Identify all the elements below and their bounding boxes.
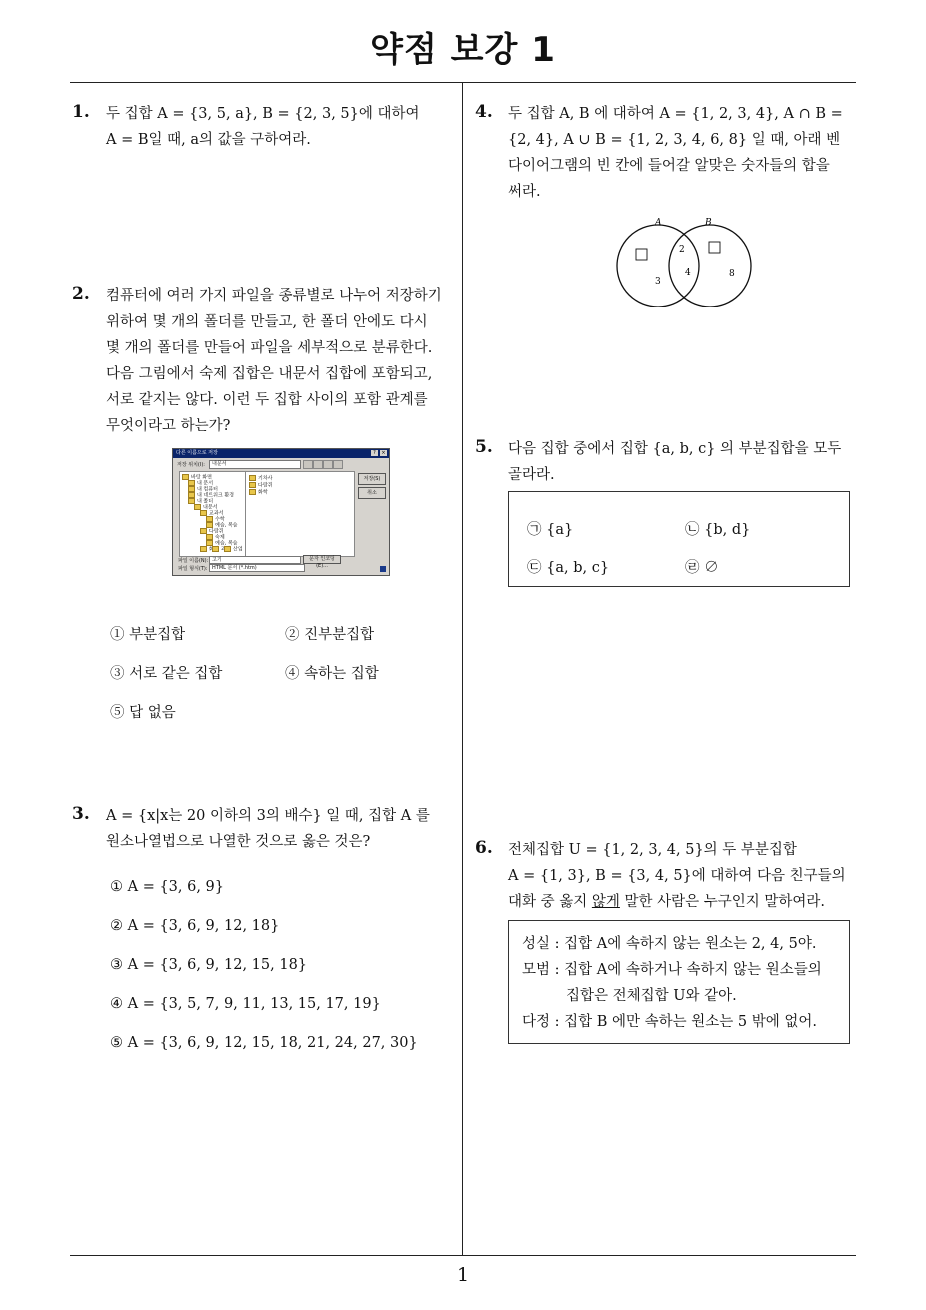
q5-number: 5. xyxy=(475,437,493,457)
q4-line: 두 집합 A, B 에 대하여 A = {1, 2, 3, 4}, A ∩ B = xyxy=(508,106,843,122)
tree-item: 내 네트워크 환경 xyxy=(188,492,234,499)
tree-item: 다람쥐 xyxy=(200,528,224,535)
q2-line: 컴퓨터에 여러 가지 파일을 종류별로 나누어 저장하기 xyxy=(106,288,442,304)
q4-text xyxy=(508,101,853,205)
venn-number: 4 xyxy=(685,268,691,278)
top-rule xyxy=(70,82,856,83)
q5-choice: ㉠ {a} xyxy=(527,522,574,538)
q3-line1: A = {x|x는 20 이하의 3의 배수} 일 때, 집합 A 를 xyxy=(106,808,430,824)
q2-line: 서로 같지는 않다. 이런 두 집합 사이의 포함 관계를 xyxy=(106,392,428,408)
q3-option: ① A = {3, 6, 9} xyxy=(110,879,225,895)
q3-line2: 원소나열법으로 나열한 것으로 옳은 것은? xyxy=(106,834,371,850)
dialog-line: 성실 : 집합 A에 속하지 않는 원소는 2, 4, 5야. xyxy=(522,936,817,952)
app-icon xyxy=(380,566,386,572)
dialog-line: 다정 : 집합 B 에만 속하는 원소는 5 밖에 없어. xyxy=(522,1014,817,1030)
q4-number: 4. xyxy=(475,102,493,122)
q6-number: 6. xyxy=(475,838,493,858)
q3-option: ⑤ A = {3, 6, 9, 12, 15, 18, 21, 24, 27, 30} xyxy=(110,1035,418,1051)
q5-line2: 골라라. xyxy=(508,467,555,483)
tree-item: 교과서 xyxy=(200,510,224,517)
tree-item: 바탕 화면 xyxy=(182,474,212,481)
filename-label: 파일 이름(N): xyxy=(178,558,209,564)
help-icon: ? xyxy=(371,450,378,456)
filetype-field: HTML 문서 (*.htm) xyxy=(209,564,305,572)
venn-blank-b xyxy=(709,242,720,253)
q6-line3-pre: 대화 중 옳지 xyxy=(508,894,592,910)
q3-text xyxy=(106,803,458,855)
q4-line: 써라. xyxy=(508,184,541,200)
q2-line: 다음 그림에서 숙제 집합은 내문서 집합에 포함되고, xyxy=(106,366,433,382)
q6-text xyxy=(508,837,858,915)
q6-line3 xyxy=(508,889,858,915)
file-item: 다람쥐 xyxy=(249,482,273,489)
tree-item: 예습, 복습 xyxy=(206,540,238,547)
q2-text xyxy=(106,283,458,439)
q5-choice: ㉡ {b, d} xyxy=(685,522,751,538)
file-list xyxy=(245,471,355,557)
q2-option: ⑤ 답 없음 xyxy=(110,705,176,721)
close-icon: × xyxy=(381,450,386,456)
q1-number: 1. xyxy=(72,102,90,122)
q2-option: ② 진부분집합 xyxy=(285,627,375,643)
save-button: 저장(S) xyxy=(358,473,386,485)
q5-choice: ㉣ ∅ xyxy=(685,560,719,576)
venn-circle-b xyxy=(669,225,751,307)
q2-line: 위하여 몇 개의 폴더를 만들고, 한 폴더 안에도 다시 xyxy=(106,314,428,330)
venn-number: 3 xyxy=(655,277,661,287)
tree-item: 숙제 xyxy=(206,534,225,541)
tree-item: 수학 xyxy=(206,516,225,523)
q2-line: 무엇이라고 하는가? xyxy=(106,418,231,434)
up-folder-icon xyxy=(313,460,323,469)
q3-number: 3. xyxy=(72,804,90,824)
q5-choice: ㉢ {a, b, c} xyxy=(527,560,610,576)
q4-line: 다이어그램의 빈 칸에 들어갈 알맞은 숫자들의 합을 xyxy=(508,158,830,174)
venn-label-a: A xyxy=(655,218,662,228)
q6-line2: A = {1, 3}, B = {3, 4, 5}에 대하여 다음 친구들의 xyxy=(508,868,846,884)
q1-line2: A = B일 때, a의 값을 구하여라. xyxy=(106,132,311,148)
dialog-line: 모범 : 집합 A에 속하거나 속하지 않는 원소들의 xyxy=(522,962,822,978)
q2-line: 몇 개의 폴더를 만들어 파일을 세부적으로 분류한다. xyxy=(106,340,433,356)
save-in-combo: 내문서 xyxy=(209,460,301,469)
encoding-button: 문자 인코딩(E)... xyxy=(303,555,341,564)
page-number: 1 xyxy=(456,1264,470,1286)
q5-line1: 다음 집합 중에서 집합 {a, b, c} 의 부분집합을 모두 xyxy=(508,441,842,457)
bottom-rule xyxy=(70,1255,856,1256)
venn-number: 8 xyxy=(729,269,735,279)
q4-line: {2, 4}, A ∪ B = {1, 2, 3, 4, 6, 8} 일 때, 아래 벤 xyxy=(508,132,841,148)
q6-underlined-word: 않게 xyxy=(591,894,620,910)
cancel-button: 취소 xyxy=(358,487,386,499)
file-item: 화학 xyxy=(249,489,268,496)
new-folder-icon xyxy=(323,460,333,469)
tree-item: 산업 xyxy=(224,546,243,553)
q2-option: ① 부분집합 xyxy=(110,627,186,643)
q6-dialog xyxy=(522,931,847,1035)
q1-line1: 두 집합 A = {3, 5, a}, B = {2, 3, 5}에 대하여 xyxy=(106,106,420,122)
q6-line1: 전체집합 U = {1, 2, 3, 4, 5}의 두 부분집합 xyxy=(508,842,797,858)
venn-diagram xyxy=(605,212,765,307)
tree-item: 예습, 복습 xyxy=(206,522,238,529)
q5-choice-box xyxy=(508,491,850,587)
tree-item: 내 폴더 xyxy=(188,498,213,505)
file-item: 기차사 xyxy=(249,475,273,482)
dialog-title: 다른 이름으로 저장 xyxy=(176,450,218,456)
q6-dialog-box xyxy=(508,920,850,1044)
venn-circle-a xyxy=(617,225,699,307)
filetype-label: 파일 형식(T): xyxy=(178,566,208,572)
q3-option: ④ A = {3, 5, 7, 9, 11, 13, 15, 17, 19} xyxy=(110,996,381,1012)
q3-option: ③ A = {3, 6, 9, 12, 15, 18} xyxy=(110,957,308,973)
dialog-line: 집합은 전체집합 U와 같아. xyxy=(566,988,737,1004)
column-divider xyxy=(462,83,463,1255)
tree-item: 화학 xyxy=(200,546,219,553)
q5-text xyxy=(508,436,853,488)
q2-option: ③ 서로 같은 집합 xyxy=(110,666,223,682)
q3-option: ② A = {3, 6, 9, 12, 18} xyxy=(110,918,280,934)
save-dialog-image xyxy=(172,448,390,576)
save-in-label: 저장 위치(I): xyxy=(177,462,205,468)
venn-blank-a xyxy=(636,249,647,260)
tree-item: 과산 xyxy=(212,546,231,553)
back-icon xyxy=(303,460,313,469)
q2-option: ④ 속하는 집합 xyxy=(285,666,379,682)
dialog-titlebar xyxy=(173,449,389,458)
tree-item: 내 컴퓨터 xyxy=(188,486,218,493)
page-title: 약점 보강 1 xyxy=(370,30,556,70)
folder-tree xyxy=(179,471,247,557)
venn-label-b: B xyxy=(705,218,712,228)
filename-field: 고기 xyxy=(209,556,301,564)
view-menu-icon xyxy=(333,460,343,469)
venn-number: 2 xyxy=(679,245,685,255)
q1-text xyxy=(106,101,456,153)
q2-number: 2. xyxy=(72,284,90,304)
q6-line3-post: 말한 사람은 누구인지 말하여라. xyxy=(619,894,826,910)
tree-item: 내문서 xyxy=(194,504,218,511)
tree-item: 내 문서 xyxy=(188,480,213,487)
